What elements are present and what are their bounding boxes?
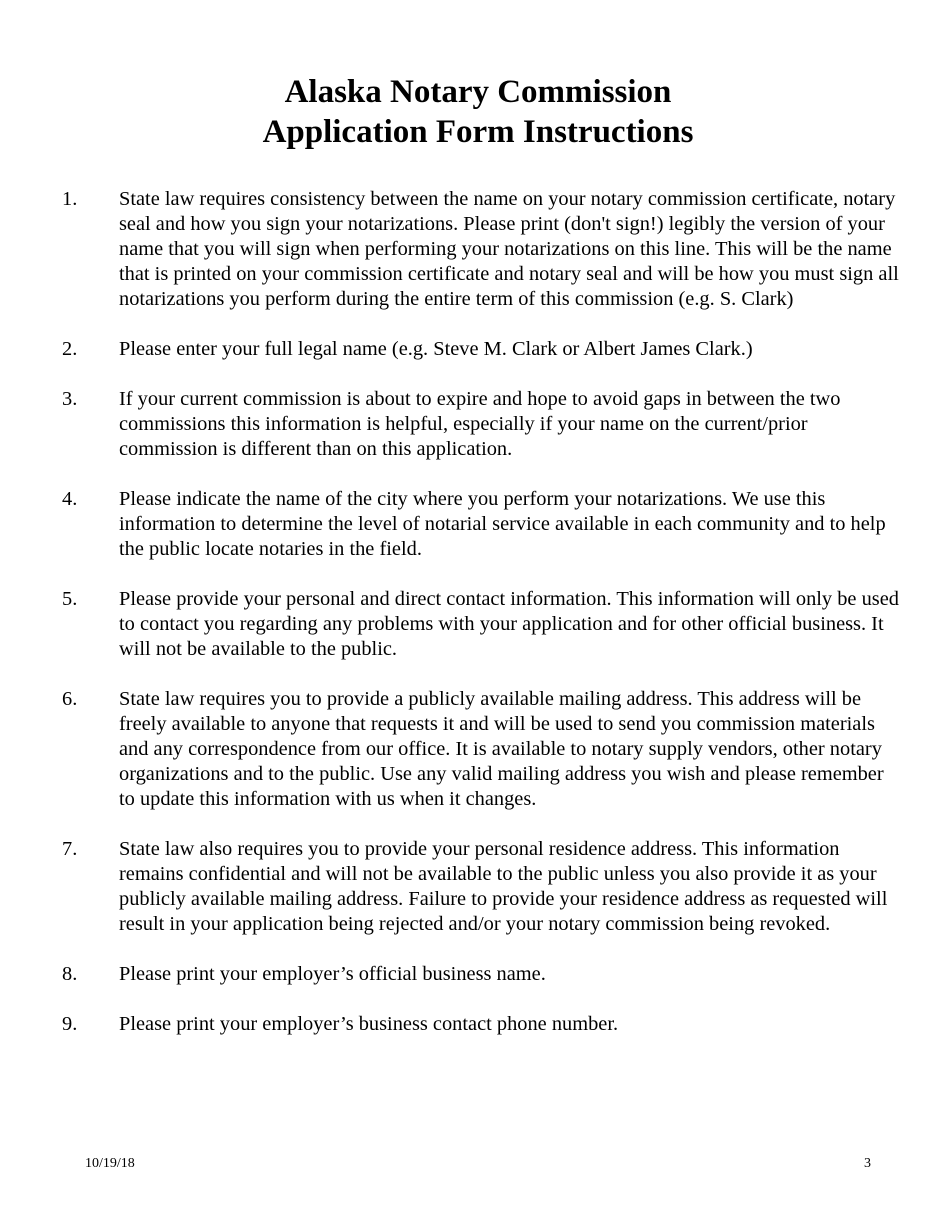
item-text: Please enter your full legal name (e.g. Steve M. Clark or Albert James Clark.) — [119, 338, 753, 360]
instruction-item-8 — [62, 962, 902, 987]
item-text: State law requires consistency between the name on your notary commission certificate, notary seal and how you sign your notarizations. Please print (don't sign!) legibly the version of your name that you will sign when performing your notarizations on this line. This will be the name that is printed on your commission certificate and notary seal and will be how you must sign all notarizations you perform during the entire term of this commission (e.g. S. Clark) — [119, 188, 899, 310]
instruction-item-2 — [62, 337, 902, 362]
item-number: 9. — [62, 1013, 78, 1035]
item-text: If your current commission is about to expire and hope to avoid gaps in between the two commissions this information is helpful, especially if your name on the current/prior commission is different than on this application. — [119, 388, 841, 460]
item-text: Please provide your personal and direct contact information. This information will only be used to contact you regarding any problems with your application and for other official business. It will not be available to the public. — [119, 588, 899, 660]
footer-date: 10/19/18 — [85, 1156, 135, 1171]
instruction-item-5 — [62, 587, 902, 662]
item-number: 2. — [62, 338, 78, 360]
item-number: 7. — [62, 838, 78, 860]
item-text: Please print your employer’s business contact phone number. — [119, 1013, 619, 1035]
instruction-item-6 — [62, 687, 902, 812]
item-number: 8. — [62, 963, 78, 985]
item-number: 6. — [62, 688, 78, 710]
page-number: 3 — [864, 1156, 871, 1171]
item-number: 1. — [62, 188, 78, 210]
instruction-item-3 — [62, 387, 902, 462]
item-text: State law also requires you to provide your personal residence address. This information remains confidential and will not be available to the public unless you also provide it as your publicly available mailing address. Failure to provide your residence address as requested will result in your application being rejected and/or your notary commission being revoked. — [119, 838, 888, 935]
instruction-item-4 — [62, 487, 902, 562]
item-number: 5. — [62, 588, 78, 610]
item-text: Please indicate the name of the city where you perform your notarizations. We use this information to determine the level of notarial service available in each community and to help the public locate notaries in the field. — [119, 488, 886, 560]
page-title — [0, 72, 950, 152]
item-number: 4. — [62, 488, 78, 510]
item-text: State law requires you to provide a publicly available mailing address. This address will be freely available to anyone that requests it and will be used to send you commission materials and any correspondence from our office. It is available to notary supply vendors, other notary organizations and to the public. Use any valid mailing address you wish and please remember to update this information with us when it changes. — [119, 688, 884, 810]
item-text: Please print your employer’s official business name. — [119, 963, 546, 985]
title-line-1: Alaska Notary Commission — [284, 74, 672, 110]
item-number: 3. — [62, 388, 78, 410]
instruction-list — [62, 187, 902, 1062]
instruction-item-9 — [62, 1012, 902, 1037]
title-line-2: Application Form Instructions — [262, 114, 694, 150]
instruction-item-7 — [62, 837, 902, 937]
instruction-item-1 — [62, 187, 902, 312]
